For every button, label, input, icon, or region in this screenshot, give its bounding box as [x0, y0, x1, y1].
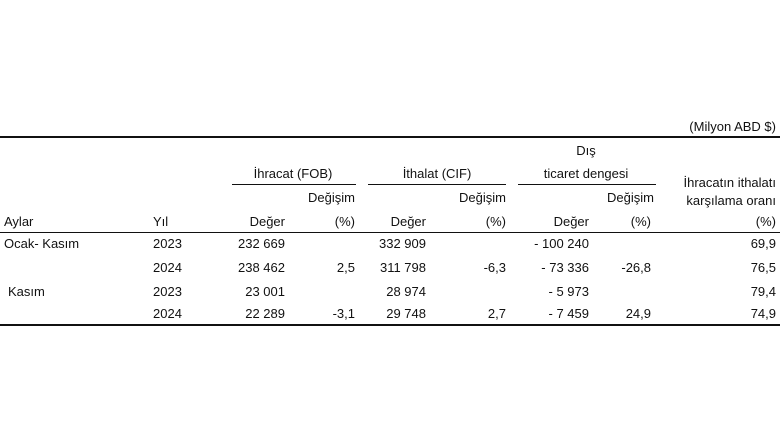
export-percent-header: (%) [334, 214, 355, 229]
row-balance-value: - 7 459 [548, 306, 589, 321]
export-value-header: Değer [249, 214, 285, 229]
row-import-change: 2,7 [487, 306, 506, 321]
header-bottom-rule [0, 232, 780, 233]
row-export-value: 23 001 [245, 284, 285, 299]
row-export-change: 2,5 [336, 260, 355, 275]
balance-value-header: Değer [553, 214, 589, 229]
row-import-value: 29 748 [386, 306, 426, 321]
row-year: 2024 [153, 260, 182, 275]
row-balance-change: -26,8 [621, 260, 651, 275]
table-top-rule [0, 136, 780, 138]
balance-group-header-line1: Dış [576, 143, 596, 158]
row-import-value: 28 974 [386, 284, 426, 299]
coverage-percent-header: (%) [755, 214, 776, 229]
balance-group-underline [518, 184, 656, 185]
row-period: Ocak- Kasım [4, 236, 80, 251]
row-import-change: -6,3 [483, 260, 506, 275]
row-year: 2023 [153, 236, 182, 251]
table-bottom-rule [0, 324, 780, 326]
row-coverage: 74,9 [750, 306, 776, 321]
row-import-value: 332 909 [379, 236, 426, 251]
row-export-value: 238 462 [238, 260, 285, 275]
row-year: 2024 [153, 306, 182, 321]
import-group-underline [368, 184, 506, 185]
row-balance-change: 24,9 [625, 306, 651, 321]
export-change-header: Değişim [308, 190, 355, 205]
balance-change-header: Değişim [607, 190, 654, 205]
import-percent-header: (%) [485, 214, 506, 229]
row-period: Kasım [8, 284, 45, 299]
export-group-underline [232, 184, 356, 185]
row-import-value: 311 798 [379, 260, 426, 275]
row-coverage: 69,9 [750, 236, 776, 251]
balance-percent-header: (%) [630, 214, 651, 229]
row-export-value: 232 669 [238, 236, 285, 251]
row-coverage: 79,4 [750, 284, 776, 299]
row-export-value: 22 289 [245, 306, 285, 321]
row-balance-value: - 100 240 [534, 236, 589, 251]
year-header: Yıl [153, 214, 169, 229]
import-value-header: Değer [390, 214, 426, 229]
row-export-change: -3,1 [332, 306, 355, 321]
row-balance-value: - 5 973 [548, 284, 589, 299]
export-group-header: İhracat (FOB) [253, 166, 333, 181]
months-header: Aylar [4, 214, 34, 229]
import-group-header: İthalat (CIF) [402, 166, 472, 181]
row-coverage: 76,5 [750, 260, 776, 275]
unit-note: (Milyon ABD $) [689, 119, 776, 134]
import-change-header: Değişim [459, 190, 506, 205]
balance-group-header-line2: ticaret dengesi [543, 166, 629, 181]
coverage-header-line1: İhracatın ithalatı [683, 175, 776, 190]
coverage-header-line2: karşılama oranı [686, 193, 776, 208]
row-balance-value: - 73 336 [541, 260, 589, 275]
row-year: 2023 [153, 284, 182, 299]
